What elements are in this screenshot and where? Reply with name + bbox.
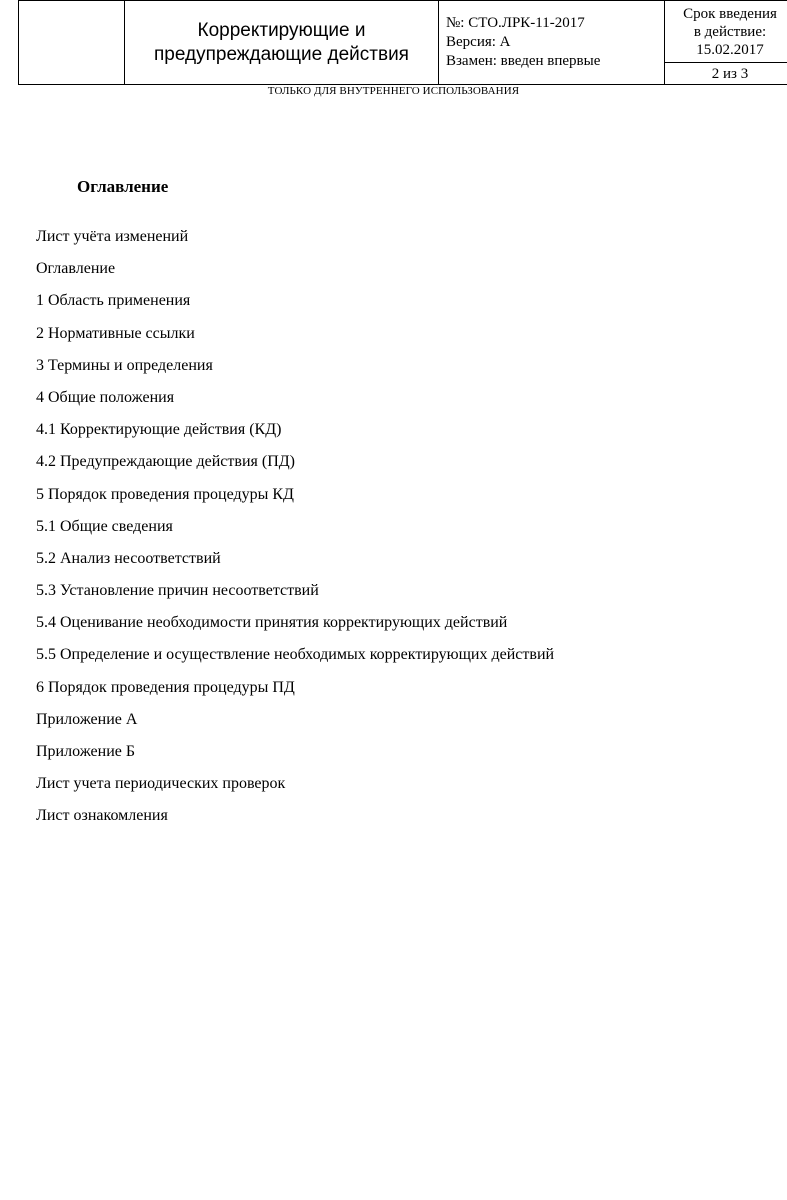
- internal-use-note: ТОЛЬКО ДЛЯ ВНУТРЕННЕГО ИСПОЛЬЗОВАНИЯ: [267, 85, 520, 97]
- toc-item: 1 Область применения: [36, 292, 191, 310]
- toc-item: Приложение Б: [36, 743, 136, 760]
- toc-item: Лист учета периодических проверок: [36, 775, 286, 793]
- effective-date-cell: [665, 1, 787, 63]
- title-line-1: Корректирующие и: [197, 19, 366, 41]
- toc-item: 4 Общие положения: [36, 388, 175, 406]
- effective-label-1: Срок введения: [683, 5, 777, 22]
- toc-item: 5.2 Анализ несоответствий: [36, 549, 221, 567]
- toc-item: 4.1 Корректирующие действия (КД): [36, 421, 282, 439]
- document-header: [18, 0, 787, 85]
- toc-item: 5 Порядок проведения процедуры КД: [36, 485, 294, 503]
- toc-item: Лист ознакомления: [36, 807, 168, 825]
- document-version: Версия: А: [446, 34, 511, 50]
- effective-date: 15.02.2017: [696, 41, 764, 58]
- toc-list: [36, 227, 554, 839]
- toc-title: Оглавление: [77, 177, 169, 196]
- toc-item: Лист учёта изменений: [36, 228, 189, 245]
- toc-item: 5.1 Общие сведения: [36, 517, 173, 535]
- toc-item: 6 Порядок проведения процедуры ПД: [36, 678, 295, 696]
- toc-item: 5.5 Определение и осуществление необходимых корректирующих действий: [36, 646, 555, 664]
- document-number: №: СТО.ЛРК-11-2017: [446, 15, 585, 31]
- title-line-2: предупреждающие действия: [154, 43, 409, 65]
- document-info: [439, 1, 665, 85]
- logo-cell: [19, 1, 125, 85]
- toc-item: 5.3 Установление причин несоответствий: [36, 582, 319, 600]
- document-title: [125, 1, 439, 85]
- toc-item: 3 Термины и определения: [36, 356, 213, 374]
- toc-item: Оглавление: [36, 260, 116, 278]
- document-replaces: Взамен: введен впервые: [446, 53, 601, 69]
- toc-item: Приложение А: [36, 710, 138, 728]
- page-indicator: 2 из 3: [665, 63, 787, 85]
- effective-label-2: в действие:: [693, 23, 767, 40]
- toc-item: 4.2 Предупреждающие действия (ПД): [36, 453, 295, 471]
- toc-item: 5.4 Оценивание необходимости принятия корректирующих действий: [36, 614, 508, 632]
- toc-item: 2 Нормативные ссылки: [36, 324, 195, 342]
